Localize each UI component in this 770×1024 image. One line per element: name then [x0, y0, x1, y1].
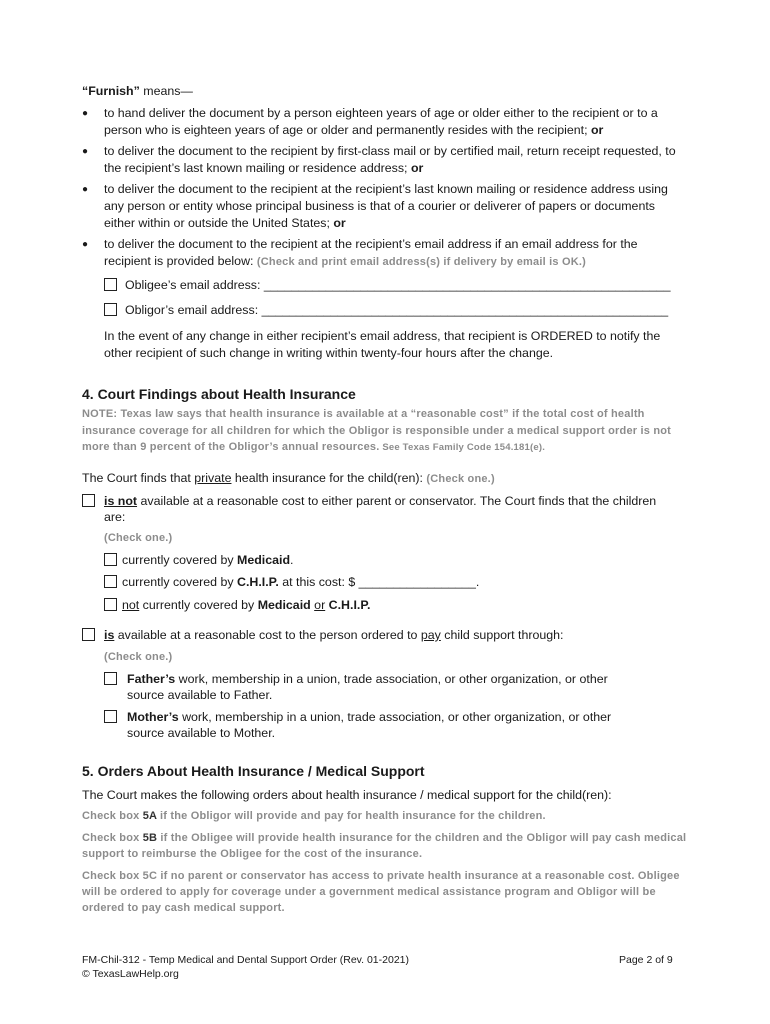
section4-note-line3: more than 9 percent of the Obligor’s annual resources. See Texas Family Code 154.181(e).: [82, 441, 546, 453]
delivery-note: (Check and print email address(s) if delivery by email is OK.): [256, 256, 586, 268]
check-5c-instruction-line3: ordered to pay cash medical support.: [82, 902, 285, 914]
not-covered-checkbox[interactable]: [104, 598, 117, 611]
obligee-email-label: Obligee’s email address: ___________________________________________________________: [125, 278, 671, 292]
bullet2-line2: the recipient’s last known mailing or residence address; or: [104, 161, 424, 175]
check-5c-instruction-line1: Check box 5C if no parent or conservator has access to private health insurance at a reasonable cost. Obligee: [82, 870, 680, 882]
section4-note-line2: insurance coverage for all children for which the Obligor is responsible under a medical support order is not: [82, 425, 672, 437]
mother-line1: Mother’s work, membership in a union, trade association, or other organization, or other: [127, 710, 612, 724]
bullet2-line1: to deliver the document to the recipient by first-class mail or by certified mail, return receipt requested, to: [104, 144, 676, 158]
bullet3-line2: any person or entity whose principal business is that of a courier or deliverer of papers or documents: [104, 199, 655, 213]
bullet4-line1: to deliver the document to the recipient at the recipient’s email address if an email address for the: [104, 237, 638, 251]
change-notice-line2: other recipient of such change in writing within twenty-four hours after the change.: [104, 346, 554, 360]
mother-line2: source available to Mother.: [127, 726, 276, 740]
check-one-label: (Check one.): [104, 651, 173, 663]
change-notice-line1: In the event of any change in either recipient’s email address, that recipient is ORDERED to notify the: [104, 329, 661, 343]
chip-checkbox[interactable]: [104, 575, 117, 588]
section4-heading: 4. Court Findings about Health Insurance: [82, 386, 356, 402]
bullet1-line1: to hand deliver the document by a person eighteen years of age or older either to the recipient or to a: [104, 106, 658, 120]
father-line2: source available to Father.: [127, 688, 273, 702]
check-one-label: (Check one.): [104, 532, 173, 544]
bullet-icon: ●: [82, 108, 89, 119]
chip-text: currently covered by C.H.I.P. at this cost: $ _________________.: [122, 575, 480, 589]
check-5c-instruction-line2: will be ordered to apply for coverage under a government medical assistance program and Obligor will be: [82, 886, 656, 898]
furnish-term: “Furnish”: [82, 84, 140, 98]
medicaid-checkbox[interactable]: [104, 553, 117, 566]
bullet-icon: ●: [82, 184, 89, 195]
father-checkbox[interactable]: [104, 672, 117, 685]
bullet-icon: ●: [82, 239, 89, 250]
section5-heading: 5. Orders About Health Insurance / Medical Support: [82, 763, 425, 779]
court-finds-line: The Court finds that private health insurance for the child(ren): (Check one.): [82, 471, 495, 485]
is-available-checkbox[interactable]: [82, 628, 95, 641]
bullet3-line3: either within or outside the United States; or: [104, 216, 346, 230]
not-covered-text: not currently covered by Medicaid or C.H.I.P.: [122, 598, 371, 612]
mother-checkbox[interactable]: [104, 710, 117, 723]
furnish-definition: [82, 84, 193, 98]
bullet3-line1: to deliver the document to the recipient at the recipient’s last known mailing or residence address using: [104, 182, 668, 196]
bullet-icon: ●: [82, 146, 89, 157]
page-number: Page 2 of 9: [619, 954, 673, 966]
medicaid-text: currently covered by Medicaid.: [122, 553, 294, 567]
bullet4-line2: recipient is provided below: (Check and print email address(s) if delivery by email is OK.): [104, 254, 586, 268]
check-5b-instruction-line2: support to reimburse the Obligee for the cost of the insurance.: [82, 848, 423, 860]
section5-intro: The Court makes the following orders about health insurance / medical support for the child(ren):: [82, 788, 612, 802]
obligor-email-checkbox[interactable]: [104, 303, 117, 316]
is-not-available-text: is not available at a reasonable cost to either parent or conservator. The Court finds that the children: [104, 494, 657, 508]
is-not-available-checkbox[interactable]: [82, 494, 95, 507]
section4-note-line1: NOTE: Texas law says that health insurance is available at a “reasonable cost” if the total cost of health: [82, 408, 645, 420]
check-5b-instruction-line1: Check box 5B if the Obligee will provide health insurance for the children and the Obligor will pay cash medical: [82, 832, 687, 844]
furnish-means: means—: [139, 84, 193, 98]
father-line1: Father’s work, membership in a union, trade association, or other organization, or other: [127, 672, 608, 686]
obligee-email-checkbox[interactable]: [104, 278, 117, 291]
are-label: are:: [104, 510, 126, 524]
check-5a-instruction: Check box 5A if the Obligor will provide and pay for health insurance for the children.: [82, 810, 546, 822]
is-available-text: is available at a reasonable cost to the person ordered to pay child support through:: [104, 628, 564, 642]
obligor-email-label: Obligor’s email address: ___________________________________________________________: [125, 303, 669, 317]
footer-form-id: FM-Chil-312 - Temp Medical and Dental Support Order (Rev. 01-2021): [82, 954, 410, 966]
bullet1-line2: person who is eighteen years of age or older and permanently resides with the recipient; or: [104, 123, 604, 137]
footer-copyright: © TexasLawHelp.org: [82, 968, 179, 980]
